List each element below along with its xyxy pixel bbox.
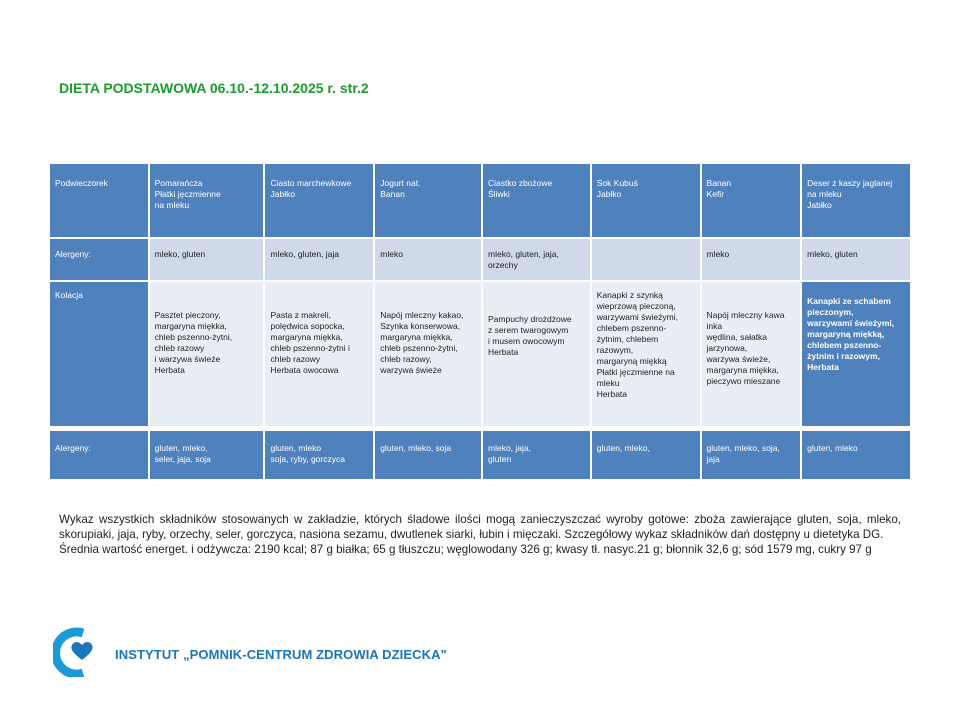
cell-text: Kanapki z szynką wieprzową pieczoną, warzywami świeżymi, chlebem pszenno- żytnim, chlebem razowym, margaryną miękką Płatki jęczmienne na mleku Herbata <box>596 290 678 399</box>
allergen-traces-note: Wykaz wszystkich składników stosowanych w zakładzie, których śladowe ilości mogą zanieczyszczać wyroby gotowe: zboża zawierające gluten, soja, mleko, skorupiaki, jaja, ryby, orzechy, seler, gorczyca, nasiona sezamu, dwutlenek siarki, łubin i mięczaki. Szczegółowy wykaz składników dań dostępny u dietetyka DG. <box>59 513 901 541</box>
diet-table <box>48 162 912 481</box>
table-cell: gluten, mleko, soja, jaja <box>702 431 801 479</box>
table-cell: Ciastko zbożowe Śliwki <box>483 164 590 237</box>
cell-text: Napój mleczny kawa inka wędlina, sałatka jarzynowa, warzywa świeże, margaryna miękka, pieczywo mieszane <box>706 310 785 386</box>
row-label: Alergeny: <box>50 239 148 280</box>
row-dinner <box>50 282 910 426</box>
row-label: Podwieczorek <box>50 164 148 237</box>
table-cell: gluten, mleko, seler, jaja, soja <box>150 431 264 479</box>
table-cell: mleko, gluten, jaja <box>265 239 373 280</box>
table-cell: gluten, mleko, soja <box>375 431 481 479</box>
row-label: Alergeny: <box>50 431 148 479</box>
table-cell <box>802 282 910 426</box>
table-cell: mleko, gluten <box>150 239 264 280</box>
table-cell <box>592 282 700 426</box>
table-cell <box>592 239 700 280</box>
row-label: Kolacja <box>50 282 148 426</box>
row-afternoon-snack <box>50 164 910 237</box>
table-cell: mleko <box>702 239 801 280</box>
cell-text: Pampuchy drożdżowe z serem twarogowym i musem owocowym Herbata <box>488 314 572 357</box>
table-cell: mleko, gluten, jaja, orzechy <box>483 239 590 280</box>
spacer-cell <box>50 428 910 429</box>
row-allergens-snack <box>50 239 910 280</box>
logo-text: INSTYTUT „POMNIK-CENTRUM ZDROWIA DZIECKA" <box>115 647 447 662</box>
table-cell <box>702 282 801 426</box>
cell-text: Pasztet pieczony, margaryna miękka, chleb pszenno-żytni, chleb razowy i warzywa świeże Herbata <box>154 310 233 375</box>
table-cell: Pomarańcza Płatki jęczmienne na mleku <box>150 164 264 237</box>
table-cell: gluten, mleko <box>802 431 910 479</box>
row-allergens-dinner <box>50 431 910 479</box>
cell-text: Kanapki ze schabem pieczonym, warzywami świeżymi, margaryną miękką, chlebem pszenno- żytnim i razowym, Herbata <box>807 296 895 372</box>
cell-text: Napój mleczny kakao, Szynka konserwowa, margaryna miękka, chleb pszenno-żytni, chleb razowy, warzywa świeże <box>380 310 464 375</box>
table-cell: Jogurt nat. Banan <box>375 164 481 237</box>
nutrition-summary: Średnia wartość energet. i odżywcza: 2190 kcal; 87 g białka; 65 g tłuszczu; węglowodany 326 g; kwasy tł. nasyc.21 g; błonnik 32,6 g; sód 1579 mg, cukry 97 g <box>59 543 872 556</box>
table-cell <box>150 282 264 426</box>
table-cell <box>375 282 481 426</box>
table-cell: mleko, jaja, gluten <box>483 431 590 479</box>
table-cell: mleko <box>375 239 481 280</box>
cell-text: Pasta z makreli, polędwica sopocka, margaryna miękka, chleb pszenno-żytni i chleb razowy Herbata owocowa <box>270 310 350 375</box>
table-cell: mleko, gluten <box>802 239 910 280</box>
table-cell: Banan Kefir <box>702 164 801 237</box>
table-cell: Sok Kubuś Jabłko <box>592 164 700 237</box>
row-spacer <box>50 428 910 429</box>
table-cell: Deser z kaszy jaglanej na mleku Jabłko <box>802 164 910 237</box>
heart-c-icon <box>53 627 113 677</box>
table-cell: gluten, mleko soja, ryby, gorczyca <box>265 431 373 479</box>
table-cell: Ciasto marchewkowe Jabłko <box>265 164 373 237</box>
notes-section <box>59 512 901 557</box>
page-title: DIETA PODSTAWOWA 06.10.-12.10.2025 r. str.2 <box>59 80 369 96</box>
institute-logo <box>53 627 473 677</box>
table-cell <box>265 282 373 426</box>
table-cell <box>483 282 590 426</box>
table-cell: gluten, mleko, <box>592 431 700 479</box>
